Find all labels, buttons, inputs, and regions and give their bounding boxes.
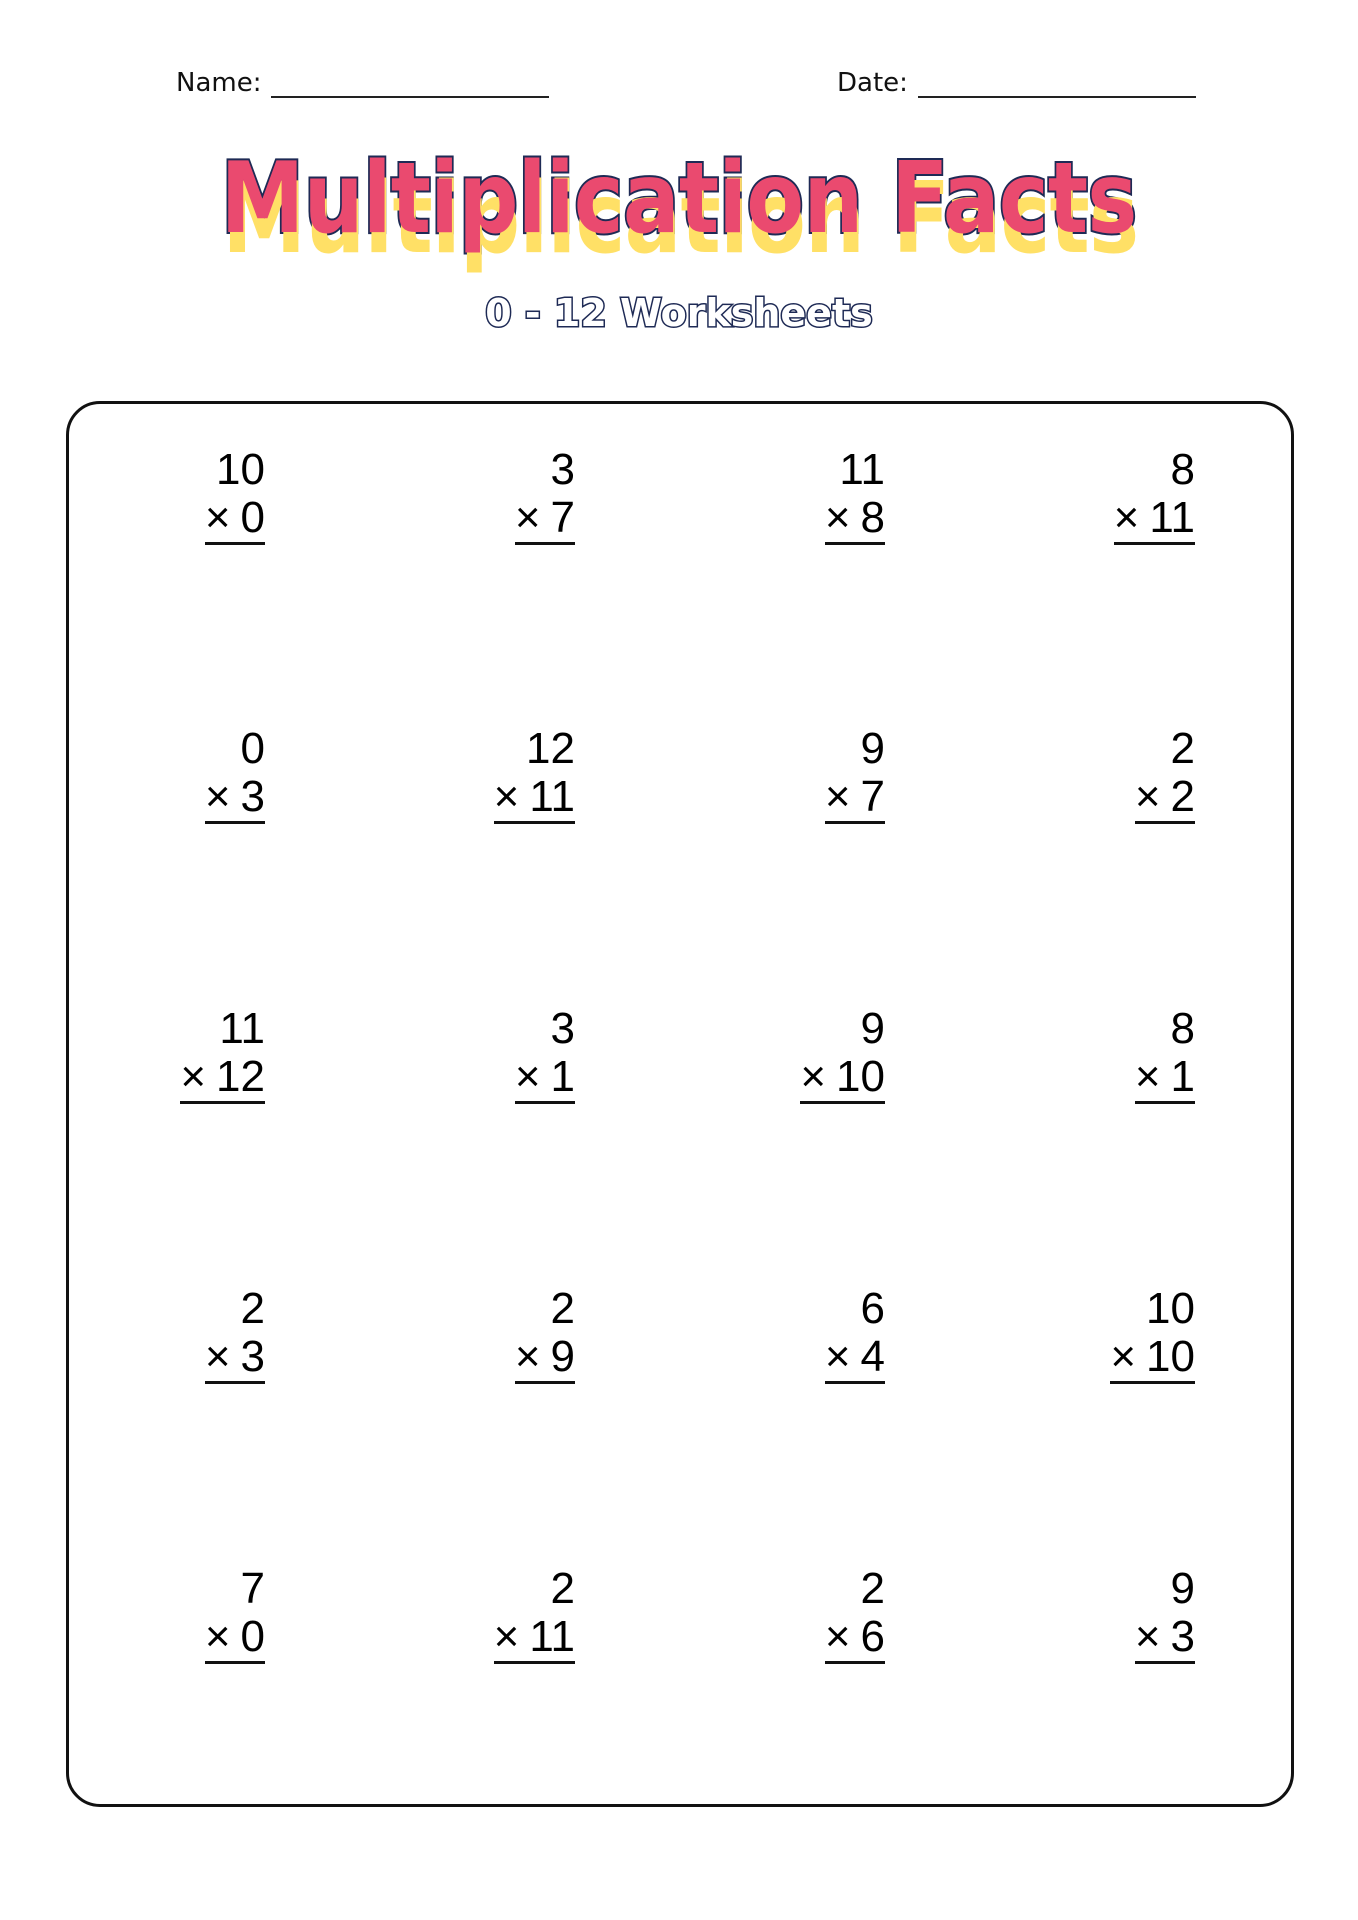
problem-bottom-number: 3 xyxy=(240,1332,265,1381)
problem-bottom-row xyxy=(145,1333,265,1381)
problem-answer-line xyxy=(494,773,575,824)
problem-bottom-number: 3 xyxy=(240,772,265,821)
problem-top-number: 3 xyxy=(550,1004,575,1053)
problem-item xyxy=(1075,725,1195,821)
page-subtitle: 0 - 12 Worksheets xyxy=(485,291,873,335)
problem-bottom-row xyxy=(765,1613,885,1661)
problem-bottom-number: 1 xyxy=(1170,1052,1195,1101)
problem-bottom-row xyxy=(145,1053,265,1101)
multiply-sign: × xyxy=(824,1332,851,1381)
multiply-sign: × xyxy=(514,493,541,542)
problem-bottom-row xyxy=(455,1053,575,1101)
problem-item xyxy=(145,1005,265,1101)
problem-answer-line xyxy=(205,1613,265,1664)
problem-item xyxy=(765,446,885,542)
problem-answer-line xyxy=(205,773,265,824)
problem-answer-line xyxy=(1135,773,1195,824)
problem-answer-line xyxy=(1114,494,1195,545)
problem-item xyxy=(455,1565,575,1661)
problem-answer-line xyxy=(825,773,885,824)
title-block xyxy=(0,142,1358,256)
problem-answer-line xyxy=(205,1333,265,1384)
problem-bottom-row xyxy=(765,1053,885,1101)
problem-bottom-number: 1 xyxy=(550,1052,575,1101)
multiply-sign: × xyxy=(204,772,231,821)
problem-item xyxy=(145,446,265,542)
problem-item xyxy=(765,725,885,821)
problem-top-number: 11 xyxy=(219,1004,265,1053)
multiply-sign: × xyxy=(180,1052,207,1101)
problem-bottom-row xyxy=(455,1333,575,1381)
problem-item xyxy=(145,1565,265,1661)
problem-top-number: 2 xyxy=(550,1564,575,1613)
problem-bottom-number: 10 xyxy=(836,1052,885,1101)
problem-bottom-number: 9 xyxy=(550,1332,575,1381)
problem-answer-line xyxy=(825,494,885,545)
problem-item xyxy=(455,1005,575,1101)
multiply-sign: × xyxy=(493,1612,520,1661)
problem-top-number: 10 xyxy=(216,445,265,494)
problem-top-number: 2 xyxy=(240,1284,265,1333)
problem-item xyxy=(145,1285,265,1381)
problem-item xyxy=(765,1005,885,1101)
problem-top-number: 2 xyxy=(860,1564,885,1613)
multiply-sign: × xyxy=(824,1612,851,1661)
multiply-sign: × xyxy=(514,1332,541,1381)
problem-answer-line xyxy=(515,1333,575,1384)
problem-answer-line xyxy=(494,1613,575,1664)
problem-answer-line xyxy=(825,1333,885,1384)
date-label: Date: xyxy=(837,68,908,98)
multiply-sign: × xyxy=(204,1332,231,1381)
multiply-sign: × xyxy=(1134,1052,1161,1101)
problem-bottom-number: 11 xyxy=(1149,493,1195,542)
problem-item xyxy=(1075,446,1195,542)
problem-item xyxy=(455,446,575,542)
problem-bottom-number: 3 xyxy=(1170,1612,1195,1661)
multiply-sign: × xyxy=(1134,1612,1161,1661)
multiply-sign: × xyxy=(1113,493,1140,542)
multiply-sign: × xyxy=(493,772,520,821)
problem-bottom-row xyxy=(1075,1053,1195,1101)
problem-top-number: 8 xyxy=(1170,1004,1195,1053)
problem-bottom-number: 7 xyxy=(550,493,575,542)
problem-bottom-number: 4 xyxy=(860,1332,885,1381)
problem-top-number: 0 xyxy=(240,724,265,773)
problem-bottom-number: 11 xyxy=(529,1612,575,1661)
problem-bottom-number: 0 xyxy=(240,1612,265,1661)
problem-answer-line xyxy=(1135,1613,1195,1664)
problem-bottom-number: 10 xyxy=(1146,1332,1195,1381)
multiply-sign: × xyxy=(1110,1332,1137,1381)
problem-bottom-row xyxy=(145,1613,265,1661)
problem-top-number: 6 xyxy=(860,1284,885,1333)
problem-bottom-row xyxy=(765,773,885,821)
problem-top-number: 2 xyxy=(550,1284,575,1333)
problem-top-number: 12 xyxy=(526,724,575,773)
problem-item xyxy=(765,1285,885,1381)
page-title: Multiplication Facts xyxy=(220,142,1138,256)
problem-bottom-row xyxy=(145,494,265,542)
problem-bottom-row xyxy=(455,773,575,821)
problem-answer-line xyxy=(515,1053,575,1104)
problem-item xyxy=(1075,1285,1195,1381)
problem-top-number: 2 xyxy=(1170,724,1195,773)
problem-answer-line xyxy=(1110,1333,1195,1384)
multiply-sign: × xyxy=(204,1612,231,1661)
problem-answer-line xyxy=(180,1053,265,1104)
problem-top-number: 9 xyxy=(860,724,885,773)
problem-top-number: 10 xyxy=(1146,1284,1195,1333)
problem-bottom-number: 0 xyxy=(240,493,265,542)
problem-bottom-row xyxy=(765,494,885,542)
problem-bottom-row xyxy=(455,494,575,542)
date-blank-line[interactable] xyxy=(918,66,1196,98)
problem-top-number: 8 xyxy=(1170,445,1195,494)
problem-bottom-row xyxy=(765,1333,885,1381)
problem-bottom-row xyxy=(1075,494,1195,542)
multiply-sign: × xyxy=(824,772,851,821)
problem-bottom-row xyxy=(1075,1333,1195,1381)
problem-top-number: 9 xyxy=(1170,1564,1195,1613)
name-blank-line[interactable] xyxy=(271,66,549,98)
problem-bottom-row xyxy=(455,1613,575,1661)
problem-item xyxy=(1075,1005,1195,1101)
problem-item xyxy=(455,725,575,821)
multiply-sign: × xyxy=(204,493,231,542)
problem-item xyxy=(145,725,265,821)
multiply-sign: × xyxy=(800,1052,827,1101)
problem-answer-line xyxy=(205,494,265,545)
multiply-sign: × xyxy=(514,1052,541,1101)
problem-top-number: 11 xyxy=(839,445,885,494)
problem-top-number: 3 xyxy=(550,445,575,494)
problem-bottom-number: 12 xyxy=(216,1052,265,1101)
problem-bottom-row xyxy=(1075,1613,1195,1661)
multiply-sign: × xyxy=(1134,772,1161,821)
problem-answer-line xyxy=(800,1053,885,1104)
problem-answer-line xyxy=(1135,1053,1195,1104)
problem-bottom-row xyxy=(145,773,265,821)
problem-bottom-row xyxy=(1075,773,1195,821)
problem-top-number: 7 xyxy=(240,1564,265,1613)
problem-bottom-number: 2 xyxy=(1170,772,1195,821)
date-field[interactable] xyxy=(837,66,1196,98)
problem-item xyxy=(1075,1565,1195,1661)
name-label: Name: xyxy=(176,68,262,98)
multiply-sign: × xyxy=(824,493,851,542)
problem-item xyxy=(765,1565,885,1661)
problem-bottom-number: 11 xyxy=(529,772,575,821)
name-field[interactable] xyxy=(176,66,549,98)
problem-bottom-number: 7 xyxy=(860,772,885,821)
problem-top-number: 9 xyxy=(860,1004,885,1053)
problem-item xyxy=(455,1285,575,1381)
problem-bottom-number: 6 xyxy=(860,1612,885,1661)
subtitle-block xyxy=(0,291,1358,335)
problem-answer-line xyxy=(825,1613,885,1664)
problem-answer-line xyxy=(515,494,575,545)
problem-bottom-number: 8 xyxy=(860,493,885,542)
